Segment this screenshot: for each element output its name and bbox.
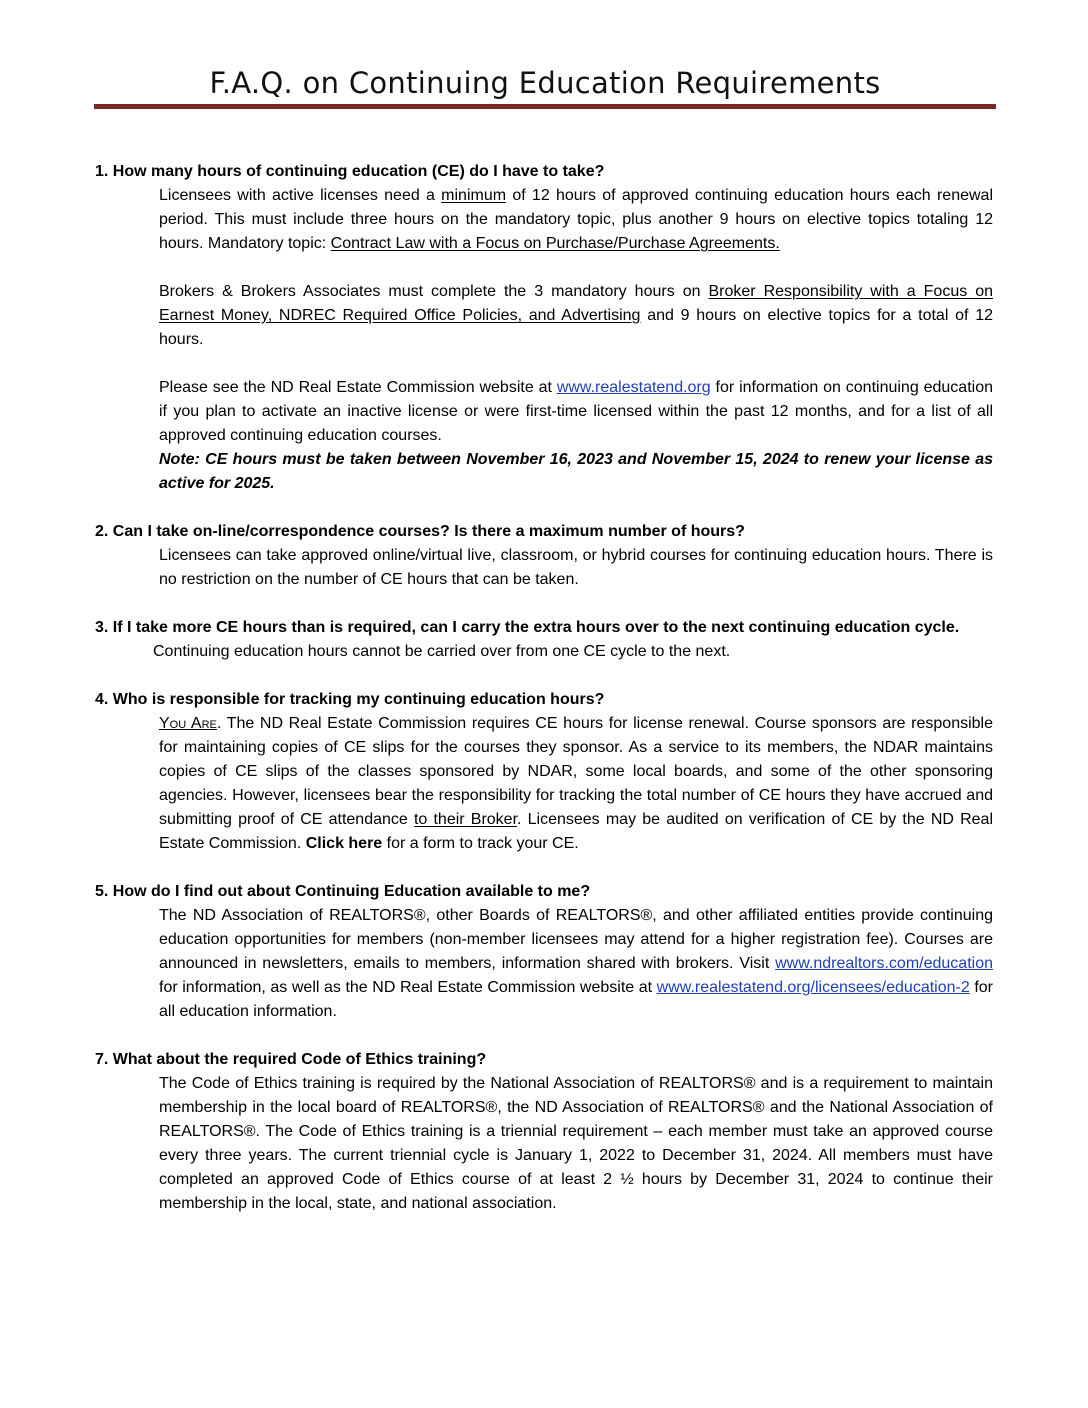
answer-4-text-a: . The ND Real Estate Commission requires CE hours for license renewal. Course sponsors are responsible for maintaining copies of CE slips for the courses they sponsor. As a service to its members, the NDAR maintains copies of CE slips of the classes sponsored by NDAR, some local boards, and some of the other sponsoring agencies. However, licensees bear the responsibility for tracking the total number of CE hours they have accrued and submitting proof of CE attendance	[159, 715, 994, 828]
answer-5-text-a: The ND Association of REALTORS®, other Boards of REALTORS®, and other affiliated entities provide continuing education opportunities for members (non-member licensees may attend for a higher registration fee). Courses are announced in newsletters, emails to members, information shared with brokers. Visit	[159, 907, 993, 972]
answer-4-text-c: for a form to track your CE.	[382, 835, 579, 852]
answer-1-paragraph-3	[159, 376, 993, 448]
broker-mandatory-topic: Broker Responsibility with a Focus on Earnest Money, NDREC Required Office Policies, and Advertising	[159, 283, 994, 324]
ce-note: Note: CE hours must be taken between November 16, 2023 and November 15, 2024 to renew your license as active for 2025.	[159, 451, 993, 492]
page-title: F.A.Q. on Continuing Education Requirements	[209, 66, 881, 100]
answer-5	[159, 904, 993, 1024]
realestatend-education-link[interactable]: www.realestatend.org/licensees/education-2	[656, 979, 970, 996]
website-text-a: Please see the ND Real Estate Commission website at	[159, 379, 557, 396]
answer-5-text-b: for information, as well as the ND Real Estate Commission website at	[159, 979, 657, 996]
faq-body	[95, 160, 993, 1216]
click-here-link[interactable]: Click here	[305, 835, 383, 852]
answer-1-text-b: of 12 hours of approved continuing education hours each renewal period. This must include three hours on the mandatory topic, plus another 9 hours on elective topics totaling 12 hours. Mandatory topic:	[159, 187, 994, 252]
answer-7: The Code of Ethics training is required by the National Association of REALTORS® and is a requirement to maintain membership in the local board of REALTORS®, the ND Association of REALTORS® and the National Association of REALTORS®. The Code of Ethics training is a triennial requirement – each member must take an approved course every three years. The current triennial cycle is January 1, 2022 to December 31, 2024. All members must have completed an approved Code of Ethics course of at least 2 ½ hours by December 31, 2024 to continue their membership in the local, state, and national association.	[159, 1075, 993, 1212]
title-divider	[94, 104, 996, 109]
answer-1-paragraph-2	[159, 280, 993, 352]
answer-5-text-c: for all education information.	[159, 979, 993, 1020]
question-7: 7. What about the required Code of Ethics training?	[95, 1051, 487, 1068]
answer-3: Continuing education hours cannot be carried over from one CE cycle to the next.	[153, 643, 731, 660]
broker-text-a: Brokers & Brokers Associates must complete the 3 mandatory hours on	[159, 283, 709, 300]
answer-4-text-b: . Licensees may be audited on verification of CE by the ND Real Estate Commission.	[159, 811, 993, 852]
broker-text-b: and 9 hours on elective topics for a total of 12 hours.	[159, 307, 993, 348]
realestatend-link[interactable]: www.realestatend.org	[556, 379, 711, 396]
answer-4	[159, 712, 993, 856]
question-4: 4. Who is responsible for tracking my continuing education hours?	[95, 691, 605, 708]
answer-1-text-a: Licensees with active licenses need a	[159, 187, 442, 204]
answer-2: Licensees can take approved online/virtual live, classroom, or hybrid courses for continuing education hours. There is no restriction on the number of CE hours that can be taken.	[159, 547, 993, 588]
answer-1-paragraph-1	[159, 184, 993, 256]
ndrealtors-education-link[interactable]: www.ndrealtors.com/education	[775, 955, 993, 972]
question-3: 3. If I take more CE hours than is required, can I carry the extra hours over to the next continuing education cycle.	[95, 619, 960, 636]
you-are-text: You Are	[159, 715, 217, 732]
to-their-broker: to their Broker	[413, 811, 518, 828]
website-text-b: for information on continuing education if you plan to activate an inactive license or were first-time licensed within the past 12 months, and for a list of all approved continuing education courses.	[159, 379, 993, 444]
minimum-underlined: minimum	[441, 187, 507, 204]
mandatory-topic: Contract Law with a Focus on Purchase/Purchase Agreements.	[330, 235, 780, 252]
question-1: 1. How many hours of continuing education (CE) do I have to take?	[95, 163, 605, 180]
question-5: 5. How do I find out about Continuing Education available to me?	[95, 883, 591, 900]
question-2: 2. Can I take on-line/correspondence courses? Is there a maximum number of hours?	[95, 523, 745, 540]
